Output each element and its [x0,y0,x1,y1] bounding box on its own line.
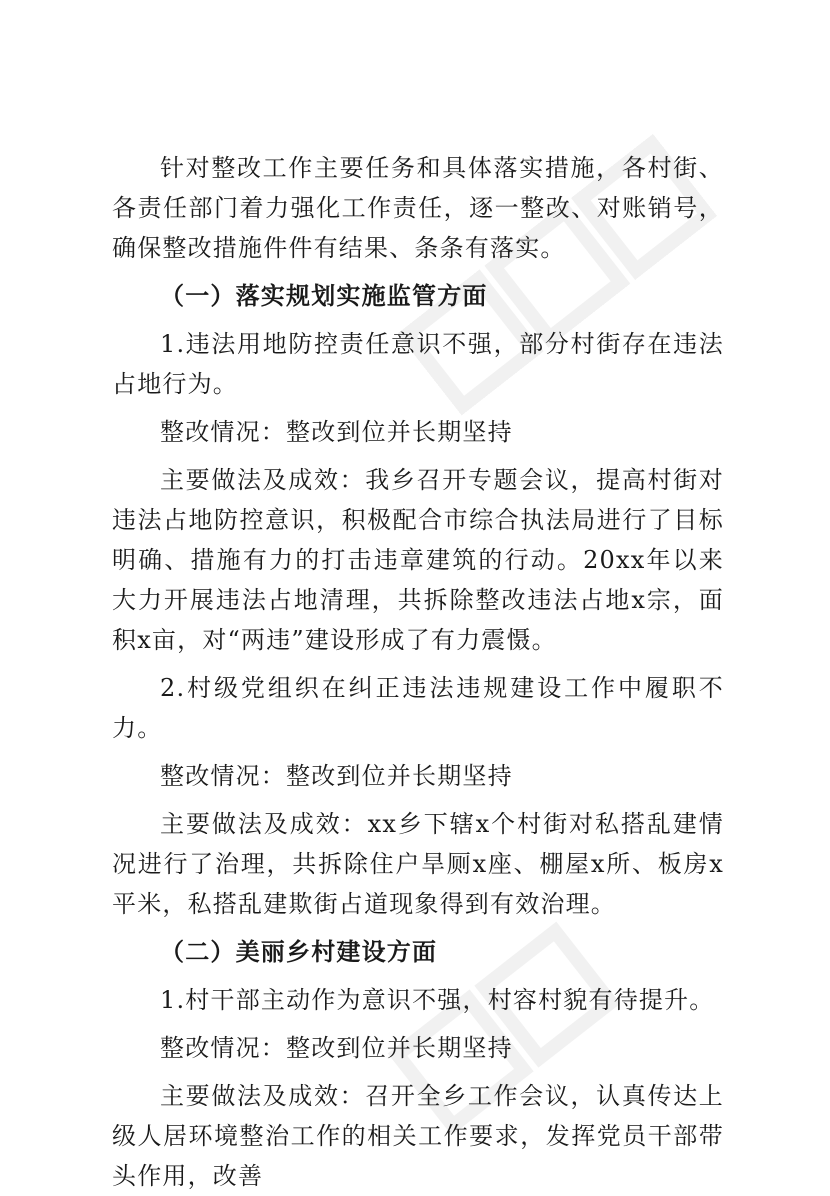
measures-1-2: 主要做法及成效：xx乡下辖x个村街对私搭乱建情况进行了治理，共拆除住户旱厕x座、棚屋x所、板房x平米，私搭乱建欺街占道现象得到有效治理。 [112,810,724,918]
issue-2-1: 1.村干部主动作为意识不强，村容村貌有待提升。 [160,986,715,1014]
measures-1-1: 主要做法及成效：我乡召开专题会议，提高村街对违法占地防控意识，积极配合市综合执法局进行了目标明确、措施有力的打击违章建筑的行动。20xx年以来大力开展违法占地清理，共拆除整改违法占地x宗，面积x亩，对“两违”建设形成了有力震慑。 [112,466,724,654]
rectification-status: 整改情况：整改到位并长期坚持 [160,1034,513,1062]
measures-2-1: 主要做法及成效：召开全乡工作会议，认真传达上级人居环境整治工作的相关工作要求，发挥党员干部带头作用，改善 [112,1082,724,1190]
section-heading-1: （一）落实规划实施监管方面 [160,281,488,310]
issue-1-2: 2.村级党组织在纠正违法违规建设工作中履职不力。 [112,674,724,742]
rectification-status: 整改情况：整改到位并长期坚持 [160,418,513,446]
paragraph-intro: 针对整改工作主要任务和具体落实措施，各村街、各责任部门着力强化工作责任，逐一整改、对账销号，确保整改措施件件有结果、条条有落实。 [112,154,724,262]
section-heading-2: （二）美丽乡村建设方面 [160,937,438,966]
issue-1-1: 1.违法用地防控责任意识不强，部分村街存在违法占地行为。 [112,330,724,398]
rectification-status: 整改情况：整改到位并长期坚持 [160,762,513,790]
document-body [112,148,724,1196]
